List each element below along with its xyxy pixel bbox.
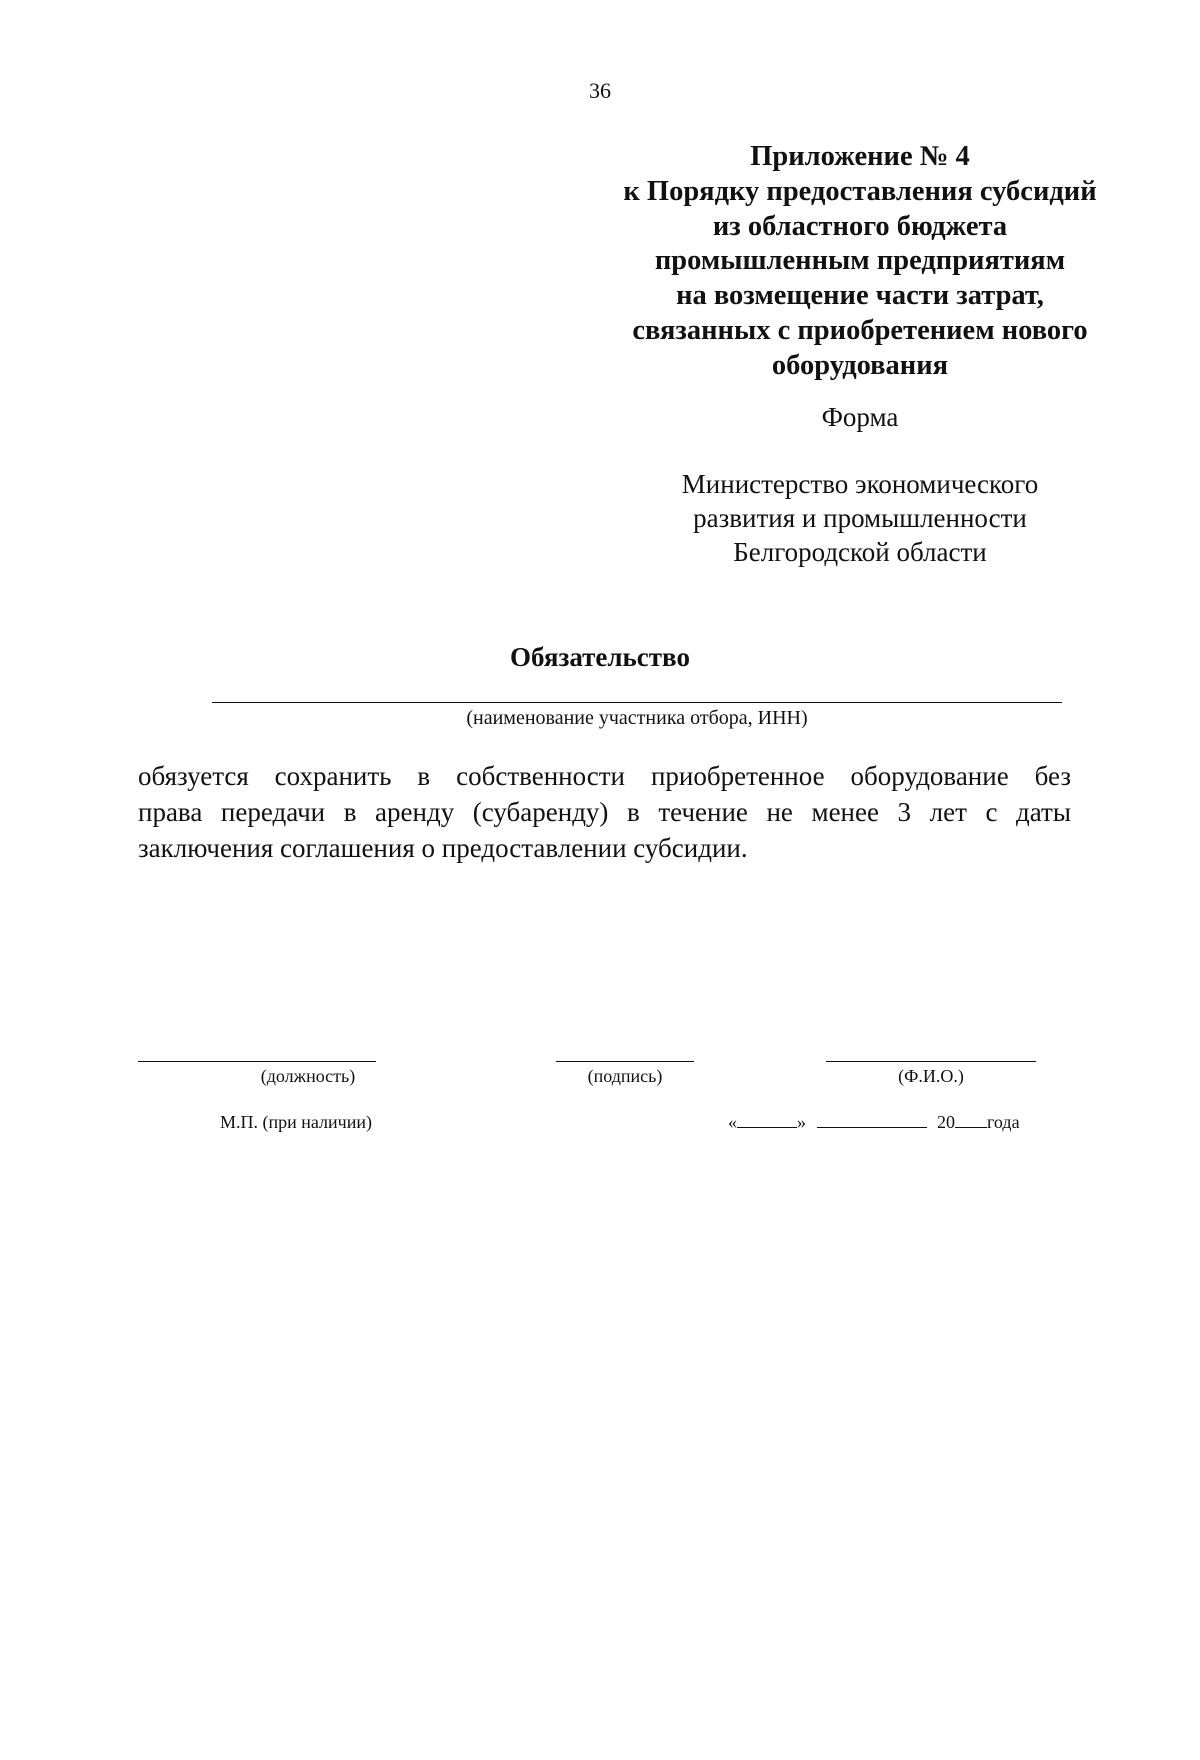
position-caption: (должность) <box>260 1066 356 1086</box>
participant-caption: (наименование участника отбора, ИНН) <box>466 707 808 729</box>
date-line <box>728 1112 1020 1133</box>
date-open-quote: « <box>728 1112 737 1132</box>
appendix-line: связанных с приобретением нового <box>632 314 1088 346</box>
name-line[interactable] <box>826 1061 1036 1062</box>
obligation-text <box>138 758 1071 866</box>
addressee-block <box>600 467 1120 569</box>
signature-line[interactable] <box>556 1061 694 1062</box>
year-suffix: года <box>987 1112 1020 1132</box>
stamp-note: М.П. (при наличии) <box>220 1112 372 1132</box>
appendix-line: промышленным предприятиям <box>654 245 1066 277</box>
document-title: Обязательство <box>510 642 690 672</box>
date-close-quote: » <box>797 1112 806 1132</box>
appendix-line: Приложение № 4 <box>750 141 970 172</box>
addressee-line: развития и промышленности <box>693 503 1027 533</box>
signature-caption: (подпись) <box>587 1066 663 1086</box>
appendix-line: к Порядку предоставления субсидий <box>623 175 1097 207</box>
addressee-line: Белгородской области <box>733 537 987 567</box>
name-caption: (Ф.И.О.) <box>898 1066 964 1086</box>
appendix-heading <box>600 140 1120 384</box>
position-line[interactable] <box>138 1061 376 1062</box>
addressee-line: Министерство экономического <box>681 469 1039 499</box>
form-label: Форма <box>821 402 899 432</box>
appendix-line: оборудования <box>771 349 949 381</box>
month-blank[interactable] <box>817 1113 927 1128</box>
participant-name-line[interactable] <box>212 702 1062 703</box>
page-number: 36 <box>589 78 611 103</box>
obligation-line: обязуется сохранить в собственности приобретенное оборудование без <box>138 761 1071 791</box>
year-prefix: 20 <box>937 1112 955 1132</box>
appendix-line: из областного бюджета <box>712 210 1008 242</box>
obligation-line: заключения соглашения о предоставлении субсидии. <box>138 833 748 863</box>
appendix-line: на возмещение части затрат, <box>676 280 1044 312</box>
year-blank[interactable] <box>955 1113 987 1128</box>
day-blank[interactable] <box>737 1113 797 1128</box>
obligation-line: права передачи в аренду (субаренду) в течение не менее 3 лет с даты <box>138 797 1071 827</box>
